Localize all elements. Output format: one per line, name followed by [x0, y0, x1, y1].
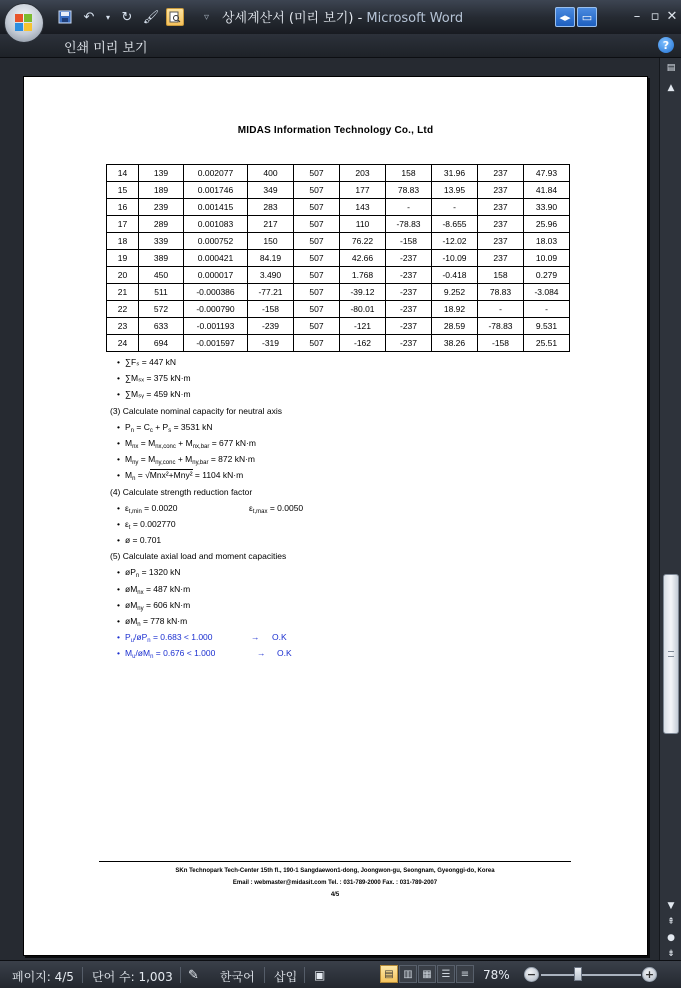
page-indicator[interactable]: 페이지: 4/5 [12, 970, 74, 984]
mn-c: = 1104 kN·m [192, 470, 244, 481]
table-cell: 237 [478, 182, 524, 199]
phi-value: ø = 0.701 [125, 535, 162, 546]
et-line: • $\varepsilon_t = 0.002770$ [117, 518, 176, 531]
sum-fs: ∑Fₛ = 447 kN [125, 357, 177, 367]
phimn-line: • $øM_n = 778$ kN·m [117, 616, 188, 628]
table-cell: 283 [248, 199, 294, 216]
table-cell: 217 [248, 216, 294, 233]
full-screen-reading-icon[interactable]: ▥ [399, 965, 417, 983]
section-5-title: (5) Calculate axial load and moment capacities [110, 551, 287, 562]
pn-a: P [125, 421, 131, 432]
table-cell: 0.002077 [184, 165, 248, 182]
table-cell: 24 [107, 335, 139, 352]
sum-mx: ∑Mₛₓ = 375 kN·m [125, 373, 191, 384]
status-bar [0, 960, 681, 988]
chk1-ok: O.K [272, 632, 287, 643]
redo-icon[interactable]: ↻ [121, 9, 133, 25]
table-cell: 507 [294, 267, 340, 284]
table-cell: -78.83 [478, 318, 524, 335]
table-cell: -237 [386, 267, 432, 284]
et-min-a: ε [125, 502, 129, 513]
table-cell: 507 [294, 233, 340, 250]
print-preview-icon[interactable] [166, 8, 184, 26]
customize-toolbar-icon[interactable]: ▿ [204, 11, 210, 23]
table-cell: 25.51 [524, 335, 570, 352]
tab-print-preview[interactable]: 인쇄 미리 보기 [64, 41, 148, 56]
et-max-b: = 0.0050 [267, 502, 304, 513]
table-cell: 18 [107, 233, 139, 250]
table-cell: 177 [340, 182, 386, 199]
table-cell: 15 [107, 182, 139, 199]
table-cell: 41.84 [524, 182, 570, 199]
table-row [107, 199, 570, 216]
table-cell: 339 [139, 233, 184, 250]
table-cell: -3.084 [524, 284, 570, 301]
table-cell: 76.22 [340, 233, 386, 250]
table-cell: 78.83 [386, 182, 432, 199]
table-cell: 38.26 [432, 335, 478, 352]
help-icon[interactable]: ? [658, 37, 674, 53]
table-cell: 507 [294, 250, 340, 267]
mny-c: + M [175, 454, 193, 465]
vertical-scrollbar[interactable] [659, 58, 681, 960]
page-header: MIDAS Information Technology Co., Ltd [237, 125, 434, 136]
switch-window-icon[interactable]: ◂▸ [555, 7, 575, 27]
table-cell: -0.418 [432, 267, 478, 284]
table-cell: 389 [139, 250, 184, 267]
table-cell: -39.12 [340, 284, 386, 301]
calc-table-body [107, 165, 570, 352]
table-cell: - [524, 301, 570, 318]
table-cell: -237 [386, 301, 432, 318]
table-cell: -0.001597 [184, 335, 248, 352]
pn-line: • $P_n = C_c + P_s = 3531$ kN [117, 421, 213, 434]
zoom-level[interactable]: 78% [483, 968, 510, 982]
sum-fs-line: • ∑Fₛ = 447 kN [117, 357, 177, 367]
mn-line: • $M_n = √Mnx^2+Mny^2 = 1104$ kN·m [117, 470, 244, 483]
table-cell: 507 [294, 284, 340, 301]
footer-page-number: 4/5 [330, 892, 340, 898]
macro-record-icon[interactable]: ▣ [314, 968, 326, 982]
table-cell: 3.490 [248, 267, 294, 284]
arrow-right-icon: → [257, 648, 266, 659]
phimnx-line: • $øM_{nx} = 487$ kN·m [117, 583, 191, 596]
window-title [222, 7, 463, 26]
chk2-b: /øM [135, 648, 151, 659]
table-cell: 0.001083 [184, 216, 248, 233]
table-cell: 237 [478, 216, 524, 233]
status-divider [304, 967, 305, 983]
ribbon [0, 34, 681, 58]
scroll-up-icon[interactable]: ▲ [667, 83, 675, 93]
web-layout-icon[interactable]: ▦ [418, 965, 436, 983]
table-cell: 78.83 [478, 284, 524, 301]
table-cell: 1.768 [340, 267, 386, 284]
table-cell: 42.66 [340, 250, 386, 267]
table-cell: 0.000421 [184, 250, 248, 267]
phimny-line: • $øM_{ny} = 606$ kN·m [117, 599, 191, 612]
table-cell: 694 [139, 335, 184, 352]
table-cell: -0.000386 [184, 284, 248, 301]
table-cell: 507 [294, 199, 340, 216]
title-separator: - [357, 11, 363, 26]
et-min-b: = 0.0020 [141, 502, 178, 513]
table-cell: -319 [248, 335, 294, 352]
table-cell: -80.01 [340, 301, 386, 318]
table-cell: -10.09 [432, 250, 478, 267]
mny-b: = M [138, 454, 156, 465]
ruler-toggle-icon[interactable]: ▤ [666, 63, 676, 73]
office-button[interactable] [4, 3, 44, 43]
mn-a-sub: n [132, 476, 136, 483]
mnx-c-sub: nx,bar [192, 443, 210, 450]
table-row [107, 250, 570, 267]
table-cell: 84.19 [248, 250, 294, 267]
table-row [107, 335, 570, 352]
mnx-b: = M [138, 437, 156, 448]
mnx-a-sub: nx [132, 443, 139, 450]
save-icon[interactable] [56, 8, 74, 26]
table-cell: 110 [340, 216, 386, 233]
status-divider [82, 967, 83, 983]
table-cell: 507 [294, 335, 340, 352]
table-cell: 13.95 [432, 182, 478, 199]
table-cell: 143 [340, 199, 386, 216]
table-cell: 9.252 [432, 284, 478, 301]
table-cell: 0.000017 [184, 267, 248, 284]
table-cell: 189 [139, 182, 184, 199]
table-cell: 10.09 [524, 250, 570, 267]
table-cell: -158 [386, 233, 432, 250]
table-cell: 9.531 [524, 318, 570, 335]
table-cell: 22 [107, 301, 139, 318]
sum-my: ∑Mₛᵧ = 459 kN·m [125, 389, 191, 400]
phipn-b: = 1320 kN [139, 567, 181, 578]
check-moment-line: • $M_u/øM_n = 0.676 < 1.000$ → O.K [117, 645, 286, 661]
phimnx-b: = 487 kN·m [143, 583, 191, 594]
table-cell: -78.83 [386, 216, 432, 233]
status-divider [180, 967, 181, 983]
chk1-b: /øP [134, 632, 148, 643]
chk1-a-sub: u [130, 638, 135, 645]
phipn-line: • $øP_n = 1320$ kN [117, 567, 181, 580]
proofing-icon[interactable]: ✎ [188, 968, 199, 983]
mn-a: M [125, 470, 133, 481]
phimnx-a: øM [125, 583, 138, 594]
phipn-sub: n [135, 573, 140, 580]
table-cell: 21 [107, 284, 139, 301]
table-cell: -162 [340, 335, 386, 352]
table-cell: 507 [294, 165, 340, 182]
table-cell: 203 [340, 165, 386, 182]
mny-a-sub: ny [132, 460, 139, 467]
zoom-slider-thumb[interactable] [574, 967, 582, 981]
undo-dropdown-icon[interactable]: ▾ [105, 12, 110, 22]
table-cell: 507 [294, 216, 340, 233]
previous-page-icon[interactable]: ⇞ [667, 917, 675, 927]
table-cell: 237 [478, 165, 524, 182]
calc-lines [110, 354, 304, 662]
table-cell: 158 [386, 165, 432, 182]
zoom-slider-track[interactable] [541, 974, 641, 976]
et-max-sub: t,max [252, 508, 268, 515]
table-cell: -0.001193 [184, 318, 248, 335]
chk2-b-sub: n [150, 654, 154, 661]
table-cell: 28.59 [432, 318, 478, 335]
mn-b: = [135, 470, 146, 481]
pn-b: = C [134, 421, 150, 432]
et-min-sub: t,min [128, 508, 142, 515]
table-cell: -237 [386, 318, 432, 335]
mnx-c: + M [175, 437, 193, 448]
table-cell: 507 [294, 301, 340, 318]
app-name: Microsoft Word [366, 11, 464, 26]
table-row [107, 284, 570, 301]
page-footer [99, 861, 571, 901]
table-cell: 14 [107, 165, 139, 182]
pn-b-sub: c [149, 427, 153, 434]
table-cell: -8.655 [432, 216, 478, 233]
table-cell: 47.93 [524, 165, 570, 182]
mn-radicand: Mnx²+Mny² [149, 470, 193, 481]
table-cell: 511 [139, 284, 184, 301]
sqrt-icon: √ [145, 470, 150, 481]
mnx-a: M [125, 437, 133, 448]
draft-view-icon[interactable]: ≡ [456, 965, 474, 983]
mny-c-sub: ny,bar [192, 460, 209, 467]
document-area [0, 58, 659, 960]
table-row [107, 165, 570, 182]
zoom-out-icon[interactable]: − [524, 967, 539, 982]
format-painter-icon[interactable]: 🖌 [142, 9, 160, 25]
minimize-icon[interactable]: – [633, 8, 641, 24]
table-cell: -121 [340, 318, 386, 335]
pn-d: = 3531 kN [171, 421, 213, 432]
table-cell: 0.001415 [184, 199, 248, 216]
chk1-c: = 0.683 < 1.000 [150, 632, 213, 643]
table-cell: -12.02 [432, 233, 478, 250]
table-row [107, 301, 570, 318]
mny-a: M [125, 454, 133, 465]
table-cell: -77.21 [248, 284, 294, 301]
calc-table [106, 164, 570, 352]
sum-mx-line: • ∑Mₛₓ = 375 kN·m [117, 373, 191, 384]
grip-icon [668, 651, 674, 657]
table-cell: - [432, 199, 478, 216]
table-cell: 139 [139, 165, 184, 182]
arrow-right-icon: → [251, 632, 260, 643]
next-page-icon[interactable]: ⇟ [667, 949, 675, 959]
select-browse-object-icon[interactable]: ● [667, 933, 675, 943]
table-cell: 450 [139, 267, 184, 284]
table-cell: 19 [107, 250, 139, 267]
footer-contact: Email : webmaster@midasit.com Tel. : 031-789-2000 Fax. : 031-789-2007 [232, 880, 438, 886]
table-cell: 150 [248, 233, 294, 250]
table-cell: 237 [478, 199, 524, 216]
et-min-line: • $\varepsilon_{t,min} = 0.0020$ $\varepsilon_{t,max} = 0.0050$ [117, 500, 286, 516]
table-cell: 16 [107, 199, 139, 216]
mny-line: • $M_{ny} = M_{ny,conc} + M_{ny,bar} = 872$ kN·m [117, 454, 255, 467]
chk1-a: P [125, 632, 131, 643]
insert-mode[interactable]: 삽입 [274, 970, 298, 984]
et-max-a: ε [249, 502, 253, 513]
scroll-thumb[interactable] [663, 574, 679, 734]
et-a: ε [125, 518, 129, 529]
view-buttons [380, 965, 474, 985]
table-cell: 507 [294, 182, 340, 199]
pn-c: + P [152, 421, 169, 432]
et-b: = 0.002770 [130, 518, 176, 529]
pn-c-sub: s [168, 427, 172, 434]
mny-d: = 872 kN·m [208, 454, 255, 465]
table-cell: 0.000752 [184, 233, 248, 250]
table-cell: 31.96 [432, 165, 478, 182]
table-cell: 400 [248, 165, 294, 182]
phimn-b: = 778 kN·m [140, 616, 188, 626]
scroll-down-icon[interactable]: ▼ [667, 901, 675, 911]
quick-access-toolbar [56, 7, 209, 27]
table-cell: -237 [386, 335, 432, 352]
chk2-a: M [125, 648, 133, 659]
phimny-sub: ny [137, 605, 144, 612]
table-cell: 23 [107, 318, 139, 335]
table-cell: 0.001746 [184, 182, 248, 199]
table-cell: 18.03 [524, 233, 570, 250]
phi-line: • ø = 0.701 [117, 535, 162, 546]
word-count[interactable]: 단어 수: 1,003 [92, 970, 173, 984]
restore-view-icon[interactable]: ▭ [577, 7, 597, 27]
office-logo-icon [15, 14, 33, 32]
print-layout-view-icon[interactable]: ▤ [380, 965, 398, 983]
footer-address: SKn Technopark Tech-Center 15th fl., 190-1 Sangdaewon1-dong, Joongwon-gu, Seongnam, Gyeonggi-do, Korea [175, 868, 495, 874]
table-row [107, 216, 570, 233]
table-cell: 237 [478, 233, 524, 250]
table-cell: 25.96 [524, 216, 570, 233]
table-cell: 33.90 [524, 199, 570, 216]
mny-b-sub: ny,conc [155, 460, 176, 467]
table-cell: 239 [139, 199, 184, 216]
table-cell: 289 [139, 216, 184, 233]
pn-a-sub: n [130, 427, 135, 434]
phimny-a: øM [125, 599, 138, 610]
table-cell: -0.000790 [184, 301, 248, 318]
outline-view-icon[interactable]: ☰ [437, 965, 455, 983]
sum-my-line: • ∑Mₛᵧ = 459 kN·m [117, 389, 191, 400]
table-row [107, 182, 570, 199]
table-cell: -158 [478, 335, 524, 352]
undo-icon[interactable]: ↶ [83, 9, 95, 25]
table-cell: 572 [139, 301, 184, 318]
table-cell: -239 [248, 318, 294, 335]
table-cell: 633 [139, 318, 184, 335]
table-cell: 158 [478, 267, 524, 284]
table-cell: 349 [248, 182, 294, 199]
table-cell: 20 [107, 267, 139, 284]
table-cell: -237 [386, 284, 432, 301]
table-cell: 0.279 [524, 267, 570, 284]
phimny-b: = 606 kN·m [143, 599, 191, 610]
close-icon[interactable]: ✕ [666, 8, 678, 24]
table-row [107, 267, 570, 284]
section-4-title: (4) Calculate strength reduction factor [110, 486, 253, 497]
chk1-b-sub: n [147, 638, 151, 645]
maximize-icon[interactable]: ▫ [650, 8, 660, 24]
chk2-c: = 0.676 < 1.000 [153, 648, 216, 659]
table-cell: 237 [478, 250, 524, 267]
check-axial-line: • $P_u/øP_n = 0.683 < 1.000$ → O.K [117, 629, 286, 645]
language-indicator[interactable]: 한국어 [220, 970, 255, 984]
table-cell: -237 [386, 250, 432, 267]
table-cell: - [386, 199, 432, 216]
document-page [23, 76, 648, 956]
chk2-a-sub: u [132, 654, 136, 661]
table-cell: 17 [107, 216, 139, 233]
title-bar [0, 0, 681, 34]
mnx-b-sub: nx,conc [155, 443, 176, 450]
chk2-ok: O.K [277, 648, 292, 659]
phimnx-sub: nx [137, 589, 144, 596]
phipn-a: øP [125, 567, 136, 578]
et-sub: t [128, 524, 131, 531]
table-cell: - [478, 301, 524, 318]
zoom-in-icon[interactable]: + [642, 967, 657, 982]
mnx-line: • $M_{nx} = M_{nx,conc} + M_{nx,bar} = 677$ kN·m [117, 437, 256, 450]
document-title: 상세계산서 (미리 보기) [222, 11, 354, 26]
phimn-a: øM [125, 616, 138, 626]
status-divider [264, 967, 265, 983]
phimn-sub: n [137, 622, 141, 628]
table-cell: 507 [294, 318, 340, 335]
table-cell: -158 [248, 301, 294, 318]
section-3-title: (3) Calculate nominal capacity for neutral axis [110, 405, 282, 416]
table-cell: 18.92 [432, 301, 478, 318]
mnx-d: = 677 kN·m [209, 437, 256, 448]
table-row [107, 233, 570, 250]
table-row [107, 318, 570, 335]
